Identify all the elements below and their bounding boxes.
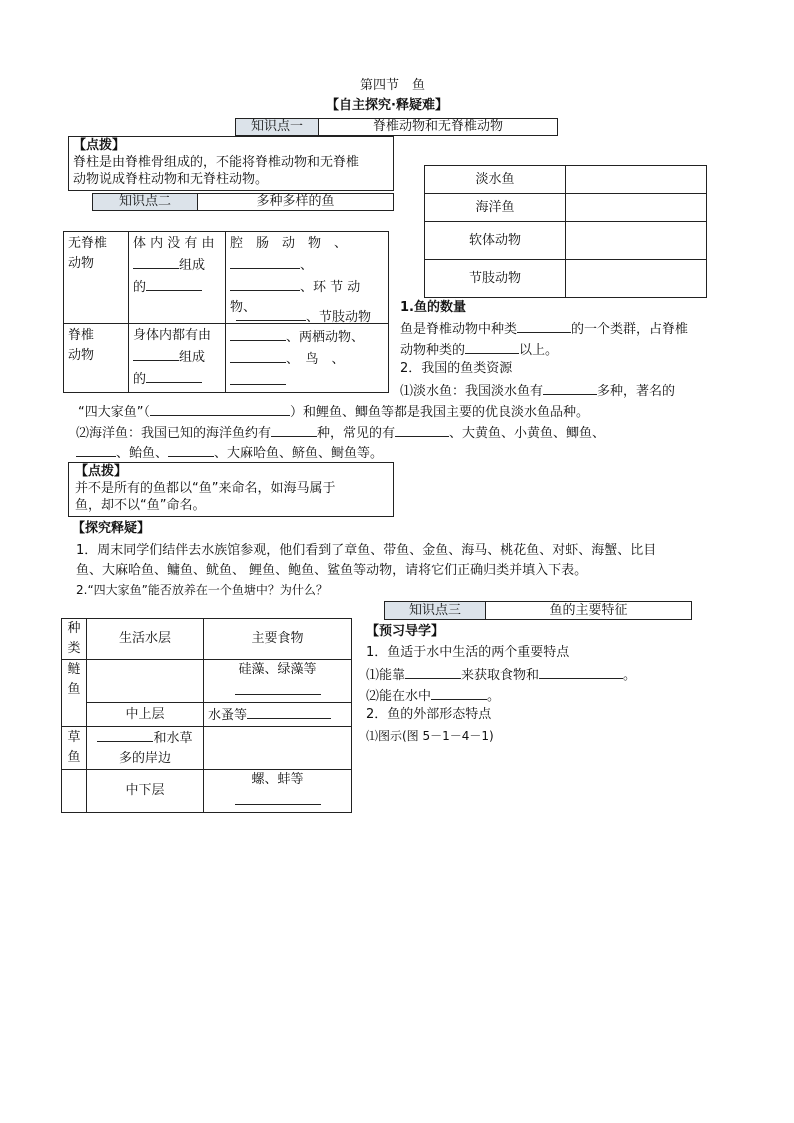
table-row	[425, 260, 707, 298]
table-row	[62, 619, 352, 660]
kp1-label: 脊椎动物和无脊椎动物	[372, 119, 503, 134]
cell-text: 无脊椎	[68, 236, 108, 251]
preview-item: 2．鱼的外部形态特点	[366, 707, 492, 722]
cell-text: 鲢	[67, 662, 81, 677]
tip1-line: 脊柱是由脊椎骨组成的，不能将脊椎动物和无脊椎	[73, 155, 360, 170]
cell-text: 螺、蚌等	[251, 772, 304, 787]
table-row	[62, 660, 352, 703]
cell-text: 、两栖动物、	[286, 330, 365, 345]
text: 多种，著名的	[597, 384, 676, 399]
kp2-label: 多种多样的鱼	[256, 194, 335, 209]
tip-box-2	[68, 462, 394, 517]
cell-text: 中上层	[87, 703, 204, 727]
blank[interactable]	[395, 422, 449, 437]
blank[interactable]	[230, 276, 300, 291]
cell-text: 、节肢动物	[306, 310, 372, 325]
blank[interactable]	[539, 664, 623, 679]
blank[interactable]	[543, 380, 597, 395]
page-title: 第四节 鱼	[360, 78, 426, 93]
resources-line	[400, 380, 675, 402]
answer-cell[interactable]	[566, 260, 707, 298]
cell-text: 动物	[68, 348, 95, 363]
blank[interactable]	[97, 727, 153, 742]
cell-text-tail	[236, 306, 371, 328]
cell-text: 物、	[230, 300, 257, 315]
cell-text: 脊椎	[68, 328, 95, 343]
text: ⑵海洋鱼：我国已知的海洋鱼约有	[76, 426, 272, 441]
cell-text: 的	[133, 280, 147, 295]
answer-cell[interactable]	[566, 194, 707, 222]
blank[interactable]	[465, 339, 519, 354]
table-row	[425, 194, 707, 222]
table-row	[64, 324, 389, 393]
cell-text: 种	[67, 621, 81, 636]
table-row	[62, 727, 352, 770]
text: 、大黄鱼、小黄鱼、鲫鱼、	[449, 426, 606, 441]
blank[interactable]	[133, 254, 179, 269]
preview-heading: 【预习导学】	[366, 624, 445, 639]
resources-heading: 2．我国的鱼类资源	[400, 361, 513, 376]
cell-text: 、 鸟 、	[286, 352, 345, 367]
cell-text: 鱼	[67, 750, 81, 765]
blank[interactable]	[230, 370, 286, 385]
preview-item: 1．鱼适于水中生活的两个重要特点	[366, 645, 570, 660]
blank[interactable]	[230, 326, 286, 341]
blank[interactable]	[271, 422, 317, 437]
cell-text: 的	[133, 372, 147, 387]
kp2-tag: 知识点二	[93, 194, 198, 210]
kp3-tag: 知识点三	[385, 602, 486, 619]
explore-question: 鱼、大麻哈鱼、鳙鱼、鱿鱼、 鲤鱼、鲍鱼、鲨鱼等动物，请将它们正确归类并填入下表。	[76, 563, 588, 578]
text: 。	[487, 689, 501, 704]
text: 以上。	[519, 343, 559, 358]
cell-text: 组成	[179, 350, 206, 365]
cell-text: 腔 肠 动 物 、	[230, 236, 348, 251]
knowledge-point-2-bar	[92, 193, 394, 211]
blank[interactable]	[517, 318, 571, 333]
resources-line	[76, 422, 605, 444]
kp1-tag: 知识点一	[236, 119, 319, 135]
blank[interactable]	[235, 680, 321, 695]
answer-cell[interactable]	[62, 770, 87, 813]
cell-text: 身体内都有由	[133, 328, 212, 343]
cell-text: 多的岸边	[118, 751, 171, 766]
fish-count-heading: 1.鱼的数量	[400, 300, 466, 315]
blank[interactable]	[146, 368, 202, 383]
text: ⑵能在水中	[366, 689, 432, 704]
cell-text: 体 内 没 有 由	[133, 236, 215, 251]
table-row	[62, 770, 352, 813]
knowledge-point-3-bar	[384, 601, 692, 620]
blank[interactable]	[230, 348, 286, 363]
text: 来获取食物和	[461, 668, 540, 683]
blank[interactable]	[236, 306, 306, 321]
answer-cell[interactable]	[204, 727, 352, 770]
text: “四大家鱼”（	[78, 405, 150, 420]
table-row	[425, 222, 707, 260]
blank[interactable]	[146, 276, 202, 291]
cell-text: 动物	[68, 256, 95, 271]
text: 的一个类群，占脊椎	[571, 322, 689, 337]
cell-text: 组成	[179, 258, 206, 273]
blank[interactable]	[133, 346, 179, 361]
preview-item	[366, 685, 500, 707]
cell-text: 硅藻、绿藻等	[238, 662, 317, 677]
answer-cell[interactable]	[87, 660, 204, 703]
text: 鱼是脊椎动物中种类	[400, 322, 518, 337]
explore-question: 2.“四大家鱼”能否放养在一个鱼塘中？为什么？	[76, 583, 328, 597]
cell-text: 中下层	[87, 770, 204, 813]
fish-count-line	[400, 318, 688, 340]
kp3-label: 鱼的主要特征	[549, 603, 628, 618]
cell-text: 和水草	[153, 731, 193, 746]
blank[interactable]	[168, 442, 214, 457]
cell-text: 、环 节 动	[300, 280, 361, 295]
explore-question: 1．周末同学们结伴去水族馆参观，他们看到了章鱼、带鱼、金鱼、海马、桃花鱼、对虾、海蟹、比目	[76, 543, 657, 558]
blank[interactable]	[247, 704, 331, 719]
column-header: 生活水层	[87, 619, 204, 660]
fish-count-line	[400, 339, 558, 361]
tip1-head: 【点拨】	[73, 138, 126, 153]
knowledge-point-1-bar	[235, 118, 558, 136]
column-header: 主要食物	[204, 619, 352, 660]
fish-habitat-table	[61, 618, 352, 813]
preview-item: ⑴图示(图 5－1－4－1)	[366, 729, 494, 743]
text: 、鲐鱼、	[116, 446, 169, 461]
text: 。	[623, 668, 637, 683]
explore-heading: 【探究释疑】	[72, 521, 151, 536]
cell-text: 软体动物	[425, 222, 566, 260]
answer-cell[interactable]	[566, 222, 707, 260]
cell-text: 节肢动物	[425, 260, 566, 298]
text: ⑴能靠	[366, 668, 406, 683]
blank[interactable]	[76, 442, 116, 457]
text: ⑴淡水鱼：我国淡水鱼有	[400, 384, 544, 399]
resources-line	[78, 401, 589, 423]
cell-text: 水蚤等	[208, 707, 248, 723]
text: 、大麻哈鱼、鲚鱼、鲥鱼等。	[214, 446, 384, 461]
tip1-line: 动物说成脊柱动物和无脊柱动物。	[73, 172, 269, 187]
cell-text: 类	[67, 641, 81, 656]
cell-text: 海洋鱼	[425, 194, 566, 222]
blank[interactable]	[150, 401, 290, 416]
table-row	[425, 166, 707, 194]
text: 动物种类的	[400, 343, 466, 358]
blank[interactable]	[431, 685, 487, 700]
tip2-line: 鱼，却不以“鱼”命名。	[75, 498, 206, 513]
blank[interactable]	[405, 664, 461, 679]
tip-box-1	[68, 136, 394, 191]
text: ）和鲤鱼、鲫鱼等都是我国主要的优良淡水鱼品种。	[289, 405, 589, 420]
section-header: 【自主探究·释疑难】	[326, 98, 448, 113]
animal-category-table	[424, 165, 707, 298]
table-row	[62, 703, 352, 727]
tip2-head: 【点拨】	[75, 464, 128, 479]
preview-item	[366, 664, 636, 686]
cell-text: 鱼	[67, 682, 81, 697]
blank[interactable]	[235, 790, 321, 805]
tip2-line: 并不是所有的鱼都以“鱼”来命名，如海马属于	[75, 481, 336, 496]
answer-cell[interactable]	[566, 166, 707, 194]
blank[interactable]	[230, 254, 300, 269]
cell-text: 淡水鱼	[425, 166, 566, 194]
text: 种，常见的有	[317, 426, 396, 441]
resources-line	[76, 442, 383, 464]
cell-text: 、	[300, 258, 314, 273]
cell-text: 草	[67, 730, 81, 745]
